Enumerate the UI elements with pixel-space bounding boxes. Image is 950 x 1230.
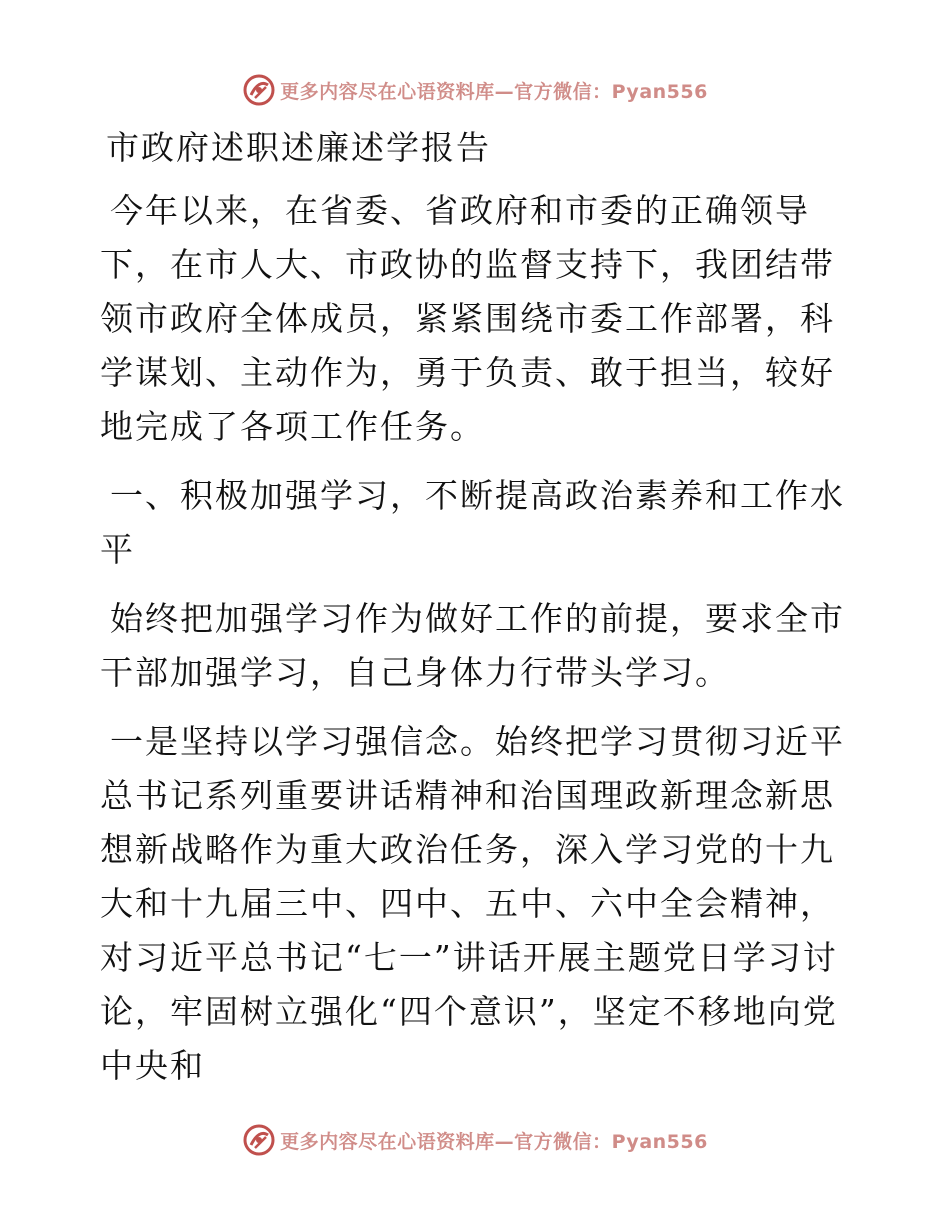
section-heading-1: 一、积极加强学习，不断提高政治素养和工作水平 [100,476,845,569]
watermark-text: 更多内容尽在心语资料库—官方微信：Pyan556 [280,1130,708,1153]
document-title: 市政府述职述廉述学报告 [106,128,491,167]
paragraph-point-1: 一是坚持以学习强信念。始终把学习贯彻习近平总书记系列重要讲话精神和治国理政新理念新思想新战略作为重大政治任务，深入学习党的十九大和十九届三中、四中、五中、六中全会精神，对习近平总书记“七一”讲话开展主题党日学习讨论，牢固树立强化“四个意识”，坚定不移地向党中央和 [100,722,845,1085]
watermark-text: 更多内容尽在心语资料库—官方微信：Pyan556 [280,80,708,103]
logo-mark-icon [242,73,276,107]
watermark-footer [0,1120,950,1160]
watermark-header [0,70,950,110]
logo-mark-icon [242,1123,276,1157]
document-body [100,122,850,1108]
paragraph-learning: 始终把加强学习作为做好工作的前提，要求全市干部加强学习，自己身体力行带头学习。 [100,599,845,692]
paragraph-intro: 今年以来，在省委、省政府和市委的正确领导下，在市人大、市政协的监督支持下，我团结带领市政府全体成员，紧紧围绕市委工作部署，科学谋划、主动作为，勇于负责、敢于担当，较好地完成了各项工作任务。 [100,191,835,446]
